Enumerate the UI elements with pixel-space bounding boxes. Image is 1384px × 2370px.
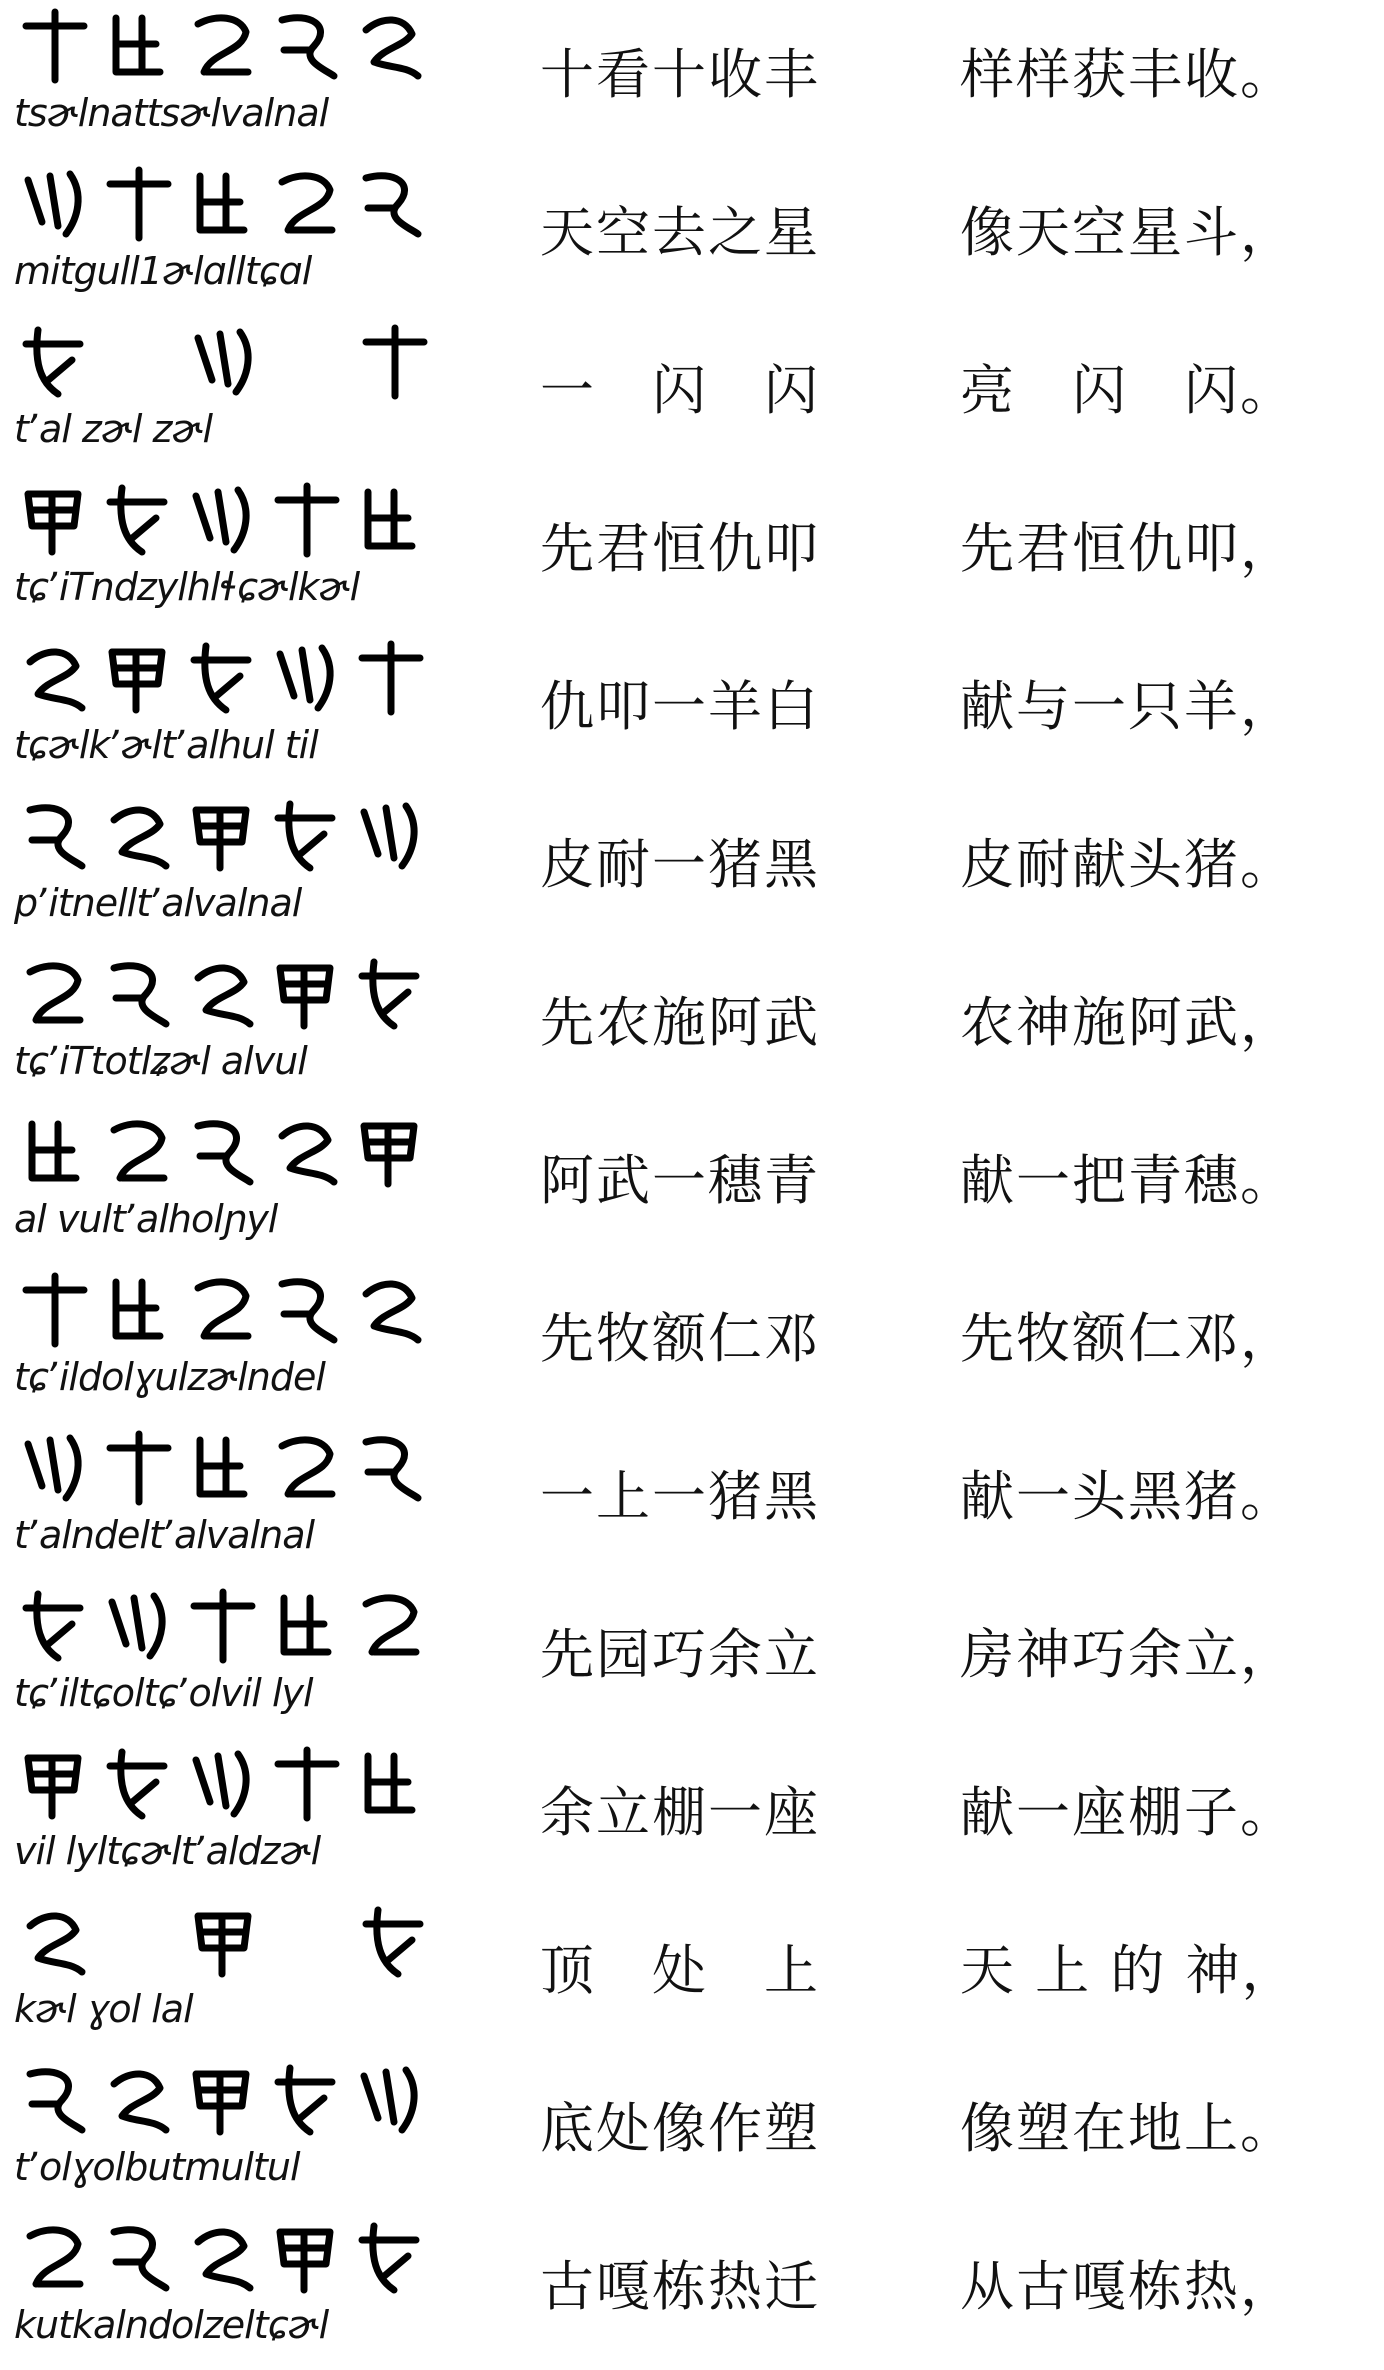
verse-row bbox=[0, 158, 1384, 316]
script-glyph bbox=[270, 1586, 344, 1666]
literal-translation: 顶 处 上 bbox=[540, 1939, 820, 2002]
handwritten-script-glyphs bbox=[18, 1744, 448, 1828]
script-glyph bbox=[102, 1428, 176, 1508]
script-column bbox=[10, 158, 450, 316]
literal-translation: 一上一猪黑 bbox=[540, 1465, 820, 1528]
script-column bbox=[10, 632, 450, 790]
script-glyph bbox=[102, 164, 176, 244]
phonetic-transcription: al vultʼalholɲyl bbox=[14, 1197, 278, 1241]
script-column bbox=[10, 474, 450, 632]
script-glyph bbox=[188, 1902, 262, 1982]
phonetic-transcription: mitgull1ɚlɑlltɕɑl bbox=[14, 249, 312, 293]
free-translation: 像塑在地上。 bbox=[960, 2097, 1296, 2160]
free-translation: 像天空星斗， bbox=[960, 201, 1296, 264]
script-glyph bbox=[102, 2060, 176, 2140]
phonetic-transcription: tɕʼiTndzylhlɬɕɚlkɚl bbox=[14, 565, 360, 609]
script-glyph bbox=[270, 638, 344, 718]
script-glyph bbox=[270, 1112, 344, 1192]
script-column bbox=[10, 0, 450, 158]
script-glyph bbox=[186, 1112, 260, 1192]
script-glyph bbox=[186, 6, 260, 86]
script-glyph bbox=[354, 1270, 428, 1350]
literal-translation: 余立棚一座 bbox=[540, 1781, 820, 1844]
script-glyph bbox=[102, 6, 176, 86]
handwritten-script-glyphs bbox=[18, 1586, 448, 1670]
script-glyph bbox=[102, 1744, 176, 1824]
script-glyph bbox=[354, 796, 428, 876]
script-glyph bbox=[354, 2060, 428, 2140]
script-glyph bbox=[270, 954, 344, 1034]
script-glyph bbox=[186, 638, 260, 718]
script-glyph bbox=[270, 796, 344, 876]
verse-row bbox=[0, 790, 1384, 948]
script-glyph bbox=[270, 2060, 344, 2140]
verse-row bbox=[0, 2054, 1384, 2212]
script-glyph bbox=[18, 1902, 92, 1982]
handwritten-script-glyphs bbox=[18, 954, 448, 1038]
free-translation: 从古嘎栋热， bbox=[960, 2255, 1296, 2318]
script-glyph bbox=[18, 1586, 92, 1666]
script-glyph bbox=[354, 1744, 428, 1824]
phonetic-transcription: tʼolɣolbutmultul bbox=[14, 2145, 300, 2189]
free-translation: 天 上 的 神， bbox=[960, 1939, 1298, 2002]
verse-row bbox=[0, 2212, 1384, 2370]
phonetic-transcription: pʼitnelltʼalvalnal bbox=[14, 881, 302, 925]
script-glyph bbox=[18, 480, 92, 560]
script-column bbox=[10, 790, 450, 948]
phonetic-transcription: tɕʼiltɕoltɕʼolvil lyl bbox=[14, 1671, 313, 1715]
script-column bbox=[10, 316, 450, 474]
script-glyph bbox=[186, 1586, 260, 1666]
script-glyph bbox=[354, 954, 428, 1034]
literal-translation: 天空去之星 bbox=[540, 201, 820, 264]
literal-translation: 先牧额仁邓 bbox=[540, 1307, 820, 1370]
handwritten-script-glyphs bbox=[18, 480, 448, 564]
script-glyph bbox=[186, 2218, 260, 2298]
free-translation: 先牧额仁邓， bbox=[960, 1307, 1296, 1370]
free-translation: 献与一只羊， bbox=[960, 675, 1296, 738]
free-translation: 亮 闪 闪。 bbox=[960, 359, 1296, 422]
literal-translation: 仇叩一羊白 bbox=[540, 675, 820, 738]
script-glyph bbox=[270, 164, 344, 244]
script-glyph bbox=[18, 1744, 92, 1824]
free-translation: 献一把青穗。 bbox=[960, 1149, 1296, 1212]
phonetic-transcription: tɕʼiTtotlʑɚl alvul bbox=[14, 1039, 307, 1083]
script-glyph bbox=[18, 2060, 92, 2140]
verse-row bbox=[0, 474, 1384, 632]
script-glyph bbox=[354, 164, 428, 244]
literal-translation: 阿武一穗青 bbox=[540, 1149, 820, 1212]
verse-row bbox=[0, 1738, 1384, 1896]
script-glyph bbox=[18, 164, 92, 244]
verse-row bbox=[0, 1106, 1384, 1264]
script-column bbox=[10, 1738, 450, 1896]
verse-row bbox=[0, 0, 1384, 158]
handwritten-script-glyphs bbox=[18, 1270, 448, 1354]
handwritten-script-glyphs bbox=[18, 2218, 448, 2302]
verse-row bbox=[0, 316, 1384, 474]
script-column bbox=[10, 1580, 450, 1738]
verse-row bbox=[0, 1580, 1384, 1738]
handwritten-script-glyphs bbox=[18, 796, 448, 880]
script-column bbox=[10, 948, 450, 1106]
script-glyph bbox=[18, 1270, 92, 1350]
script-glyph bbox=[186, 1744, 260, 1824]
script-glyph bbox=[186, 164, 260, 244]
script-glyph bbox=[18, 1112, 92, 1192]
verse-row bbox=[0, 1896, 1384, 2054]
free-translation: 样样获丰收。 bbox=[960, 43, 1296, 106]
free-translation: 先君恒仇叩， bbox=[960, 517, 1296, 580]
script-glyph bbox=[102, 1586, 176, 1666]
phonetic-transcription: tɕɚlkʼɚltʼalhul til bbox=[14, 723, 318, 767]
script-glyph bbox=[358, 1902, 432, 1982]
script-glyph bbox=[186, 796, 260, 876]
script-column bbox=[10, 1264, 450, 1422]
verse-row bbox=[0, 1422, 1384, 1580]
handwritten-script-glyphs bbox=[18, 164, 448, 248]
script-glyph bbox=[102, 954, 176, 1034]
literal-translation: 十看十收丰 bbox=[540, 43, 820, 106]
script-glyph bbox=[102, 1270, 176, 1350]
literal-translation: 古嘎栋热迁 bbox=[540, 2255, 820, 2318]
verse-row bbox=[0, 632, 1384, 790]
handwritten-script-glyphs bbox=[18, 2060, 448, 2144]
phonetic-transcription: tʼal zɚl zɚl bbox=[14, 407, 213, 451]
script-glyph bbox=[18, 796, 92, 876]
script-glyph bbox=[18, 954, 92, 1034]
script-glyph bbox=[270, 480, 344, 560]
script-glyph bbox=[270, 1744, 344, 1824]
free-translation: 农神施阿武， bbox=[960, 991, 1296, 1054]
phonetic-transcription: tɕʼildolɣulzɚlndel bbox=[14, 1355, 325, 1399]
verse-row bbox=[0, 948, 1384, 1106]
script-glyph bbox=[102, 480, 176, 560]
handwritten-script-glyphs bbox=[18, 1112, 448, 1196]
script-glyph bbox=[354, 480, 428, 560]
phonetic-transcription: tsɚlnattsɚlvalnal bbox=[14, 91, 329, 135]
script-glyph bbox=[18, 6, 92, 86]
script-glyph bbox=[18, 638, 92, 718]
phonetic-transcription: vil lyltɕɚltʼaldzɚl bbox=[14, 1829, 321, 1873]
script-glyph bbox=[186, 1428, 260, 1508]
script-glyph bbox=[270, 2218, 344, 2298]
script-column bbox=[10, 1896, 450, 2054]
script-glyph bbox=[354, 6, 428, 86]
literal-translation: 皮耐一猪黑 bbox=[540, 833, 820, 896]
script-glyph bbox=[270, 1428, 344, 1508]
script-column bbox=[10, 1106, 450, 1264]
script-glyph bbox=[354, 1112, 428, 1192]
script-column bbox=[10, 2212, 450, 2370]
phonetic-transcription: kɚl ɣol lal bbox=[14, 1987, 193, 2031]
free-translation: 献一座棚子。 bbox=[960, 1781, 1296, 1844]
script-glyph bbox=[354, 2218, 428, 2298]
script-glyph bbox=[18, 322, 92, 402]
script-glyph bbox=[270, 1270, 344, 1350]
script-glyph bbox=[102, 2218, 176, 2298]
free-translation: 皮耐献头猪。 bbox=[960, 833, 1296, 896]
handwritten-script-glyphs bbox=[18, 322, 448, 406]
handwritten-script-glyphs bbox=[18, 1428, 448, 1512]
phonetic-transcription: tʼalndeltʼalvalnal bbox=[14, 1513, 315, 1557]
free-translation: 献一头黑猪。 bbox=[960, 1465, 1296, 1528]
script-glyph bbox=[102, 796, 176, 876]
literal-translation: 一 闪 闪 bbox=[540, 359, 820, 422]
script-glyph bbox=[102, 638, 176, 718]
script-glyph bbox=[186, 954, 260, 1034]
handwritten-script-glyphs bbox=[18, 638, 448, 722]
script-glyph bbox=[102, 1112, 176, 1192]
script-glyph bbox=[186, 1270, 260, 1350]
handwritten-script-glyphs bbox=[18, 1902, 448, 1986]
script-glyph bbox=[270, 6, 344, 86]
script-glyph bbox=[188, 322, 262, 402]
literal-translation: 先园巧余立 bbox=[540, 1623, 820, 1686]
script-glyph bbox=[354, 1428, 428, 1508]
script-column bbox=[10, 1422, 450, 1580]
script-glyph bbox=[358, 322, 432, 402]
phonetic-transcription: kutkalndolzeltɕɚl bbox=[14, 2303, 329, 2347]
script-glyph bbox=[18, 2218, 92, 2298]
literal-translation: 先农施阿武 bbox=[540, 991, 820, 1054]
script-glyph bbox=[354, 1586, 428, 1666]
verse-row bbox=[0, 1264, 1384, 1422]
script-column bbox=[10, 2054, 450, 2212]
script-glyph bbox=[18, 1428, 92, 1508]
script-glyph bbox=[186, 480, 260, 560]
script-glyph bbox=[354, 638, 428, 718]
handwritten-script-glyphs bbox=[18, 6, 448, 90]
literal-translation: 底处像作塑 bbox=[540, 2097, 820, 2160]
script-glyph bbox=[186, 2060, 260, 2140]
literal-translation: 先君恒仇叩 bbox=[540, 517, 820, 580]
free-translation: 房神巧余立， bbox=[960, 1623, 1296, 1686]
